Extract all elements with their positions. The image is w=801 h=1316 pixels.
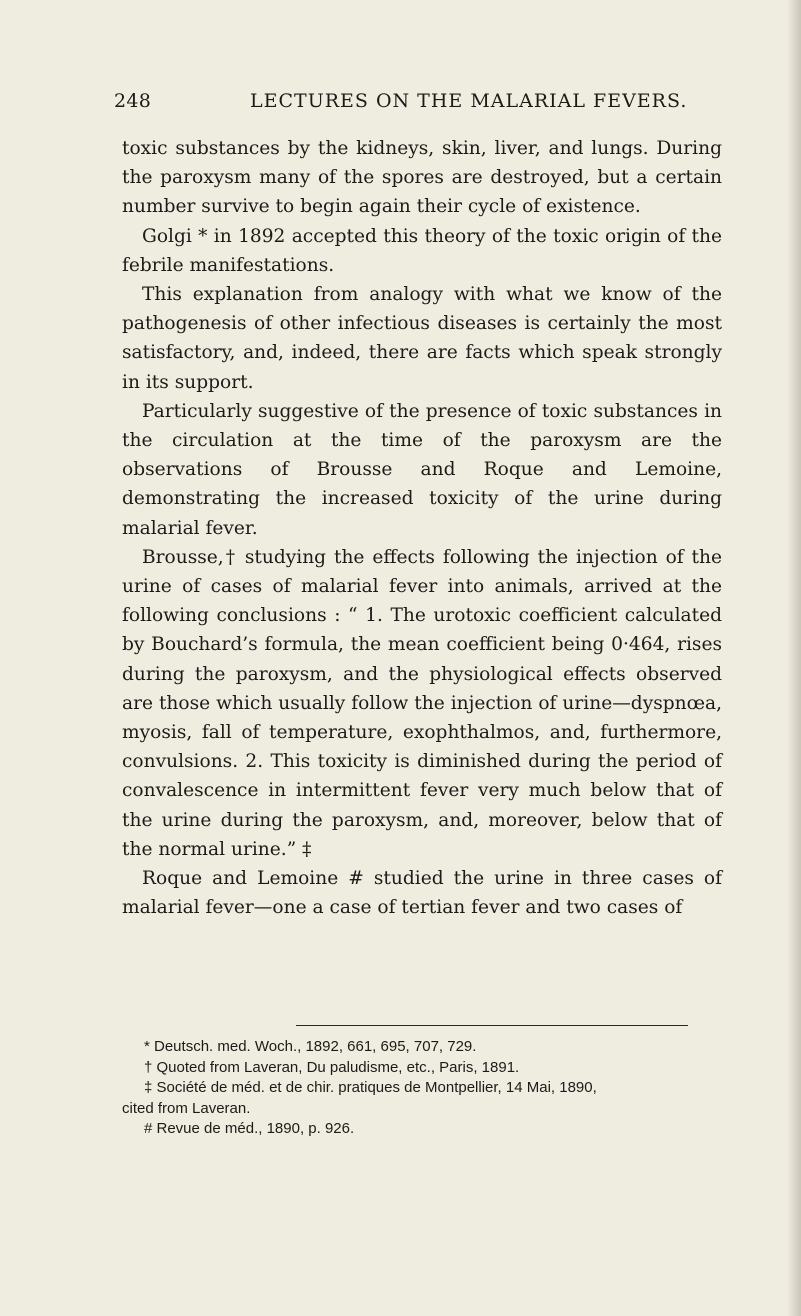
page-header (114, 90, 704, 118)
paragraph: toxic substances by the kidneys, skin, liver, and lungs. During the paroxysm many of the spores are destroyed, but a certain number survive to begin again their cycle of existence. (122, 138, 722, 218)
running-title: LECTURES ON THE MALARIAL FEVERS. (250, 90, 688, 112)
page-edge-shadow (787, 0, 801, 1316)
footnotes (122, 1037, 722, 1140)
footnote-divider (296, 1025, 688, 1026)
footnote: * Deutsch. med. Woch., 1892, 661, 695, 707, 729. (144, 1038, 477, 1055)
body-text (122, 134, 722, 922)
paragraph: Brousse,† studying the effects following the injection of the urine of cases of malarial fever into animals, arrived at the following conclusions : “ 1. The urotoxic coefficient calculated by Bouchard’s formula, the mean coefficient being 0·464, rises during the paroxysm, and the physiological effects observed are those which usually follow the injection of urine—dyspnœa, myosis, fall of temperature, exophthalmos, and, furthermore, convulsions. 2. This toxicity is diminished during the period of convalescence in intermittent fever very much below that of the urine during the paroxysm, and, moreover, below that of the normal urine.” ‡ (122, 546, 722, 860)
paragraph: Roque and Lemoine # studied the urine in three cases of malarial fever—one a case of tertian fever and two cases of (122, 868, 722, 919)
footnote: ‡ Société de méd. et de chir. pratiques de Montpellier, 14 Mai, 1890, (144, 1079, 597, 1096)
paragraph: Particularly suggestive of the presence of toxic substances in the circulation at the time of the paroxysm are the observations of Brousse and Roque and Lemoine, demonstrating the increased toxicity of the urine during malarial fever. (122, 400, 722, 539)
paragraph: Golgi * in 1892 accepted this theory of the toxic origin of the febrile manifestations. (122, 225, 722, 276)
footnote: † Quoted from Laveran, Du paludisme, etc., Paris, 1891. (144, 1058, 520, 1076)
page-number: 248 (114, 90, 152, 112)
footnote-continuation: cited from Laveran. (122, 1099, 251, 1117)
paragraph: This explanation from analogy with what we know of the pathogenesis of other infectious diseases is certainly the most satisfactory, and, indeed, there are facts which speak strongly in its support. (122, 284, 722, 393)
footnote: # Revue de méd., 1890, p. 926. (144, 1120, 355, 1137)
